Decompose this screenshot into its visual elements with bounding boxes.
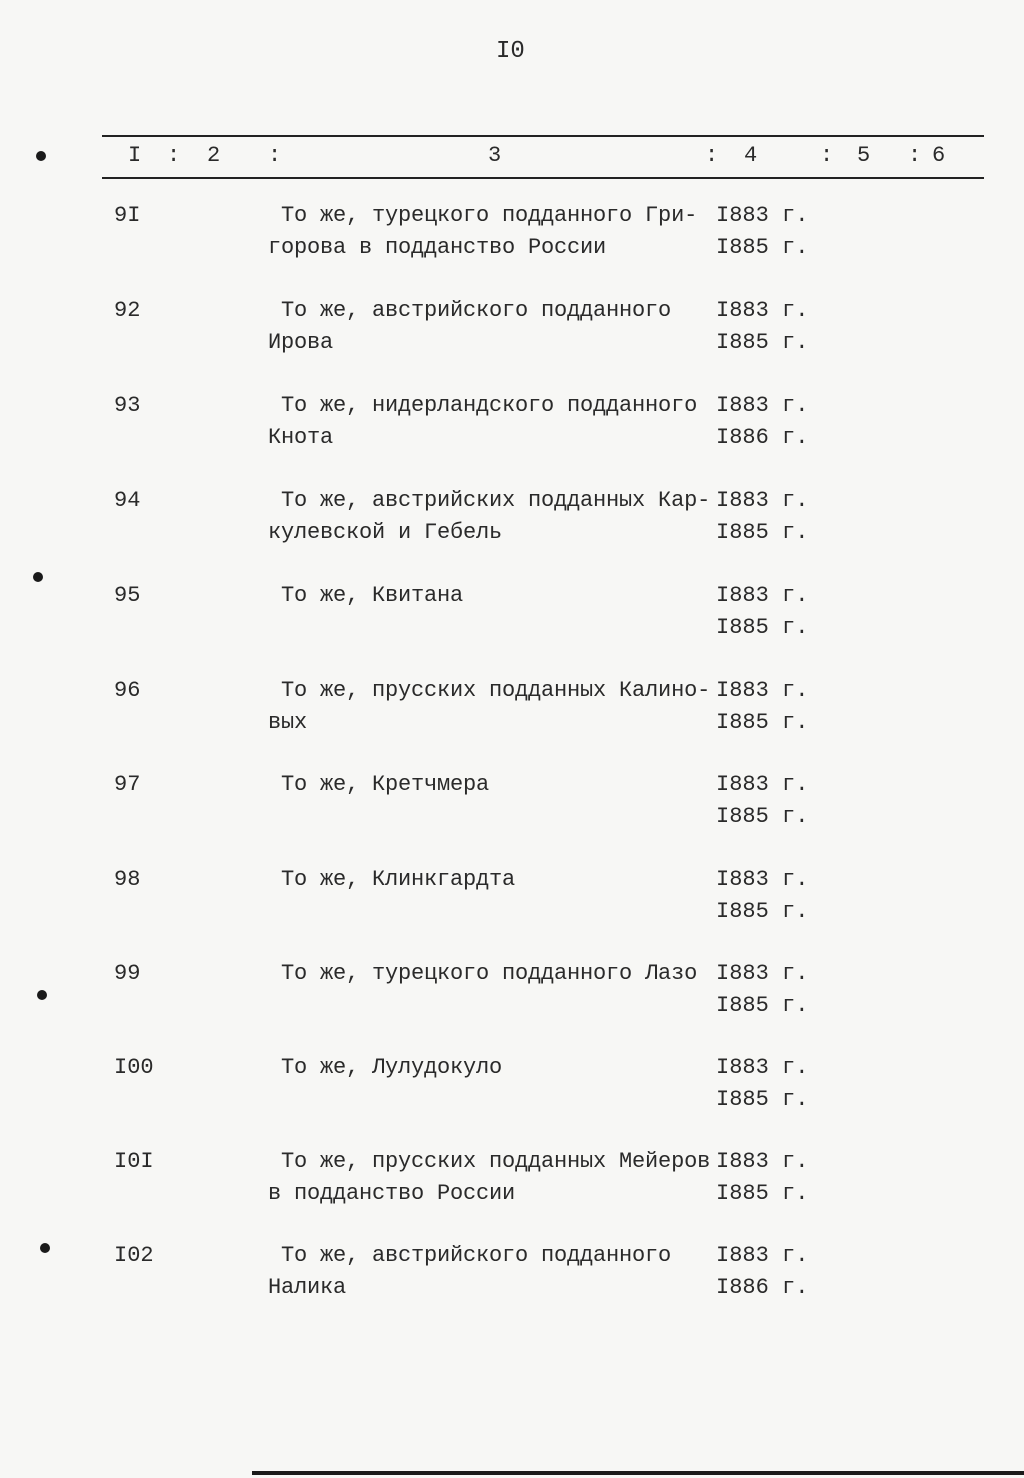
row-year-end: I885 г. — [716, 1181, 809, 1206]
row-number: 94 — [114, 488, 141, 513]
row-number: 98 — [114, 867, 141, 892]
row-number: I02 — [114, 1243, 154, 1268]
row-number: 97 — [114, 772, 141, 797]
row-description-line-2: кулевской и Гебель — [268, 520, 503, 545]
binding-hole-mark — [40, 1243, 50, 1253]
row-number: 92 — [114, 298, 141, 323]
row-description-line-2: горова в подданство России — [268, 235, 607, 260]
table-row — [0, 203, 1024, 283]
row-year-end: I885 г. — [716, 993, 809, 1018]
page-number: I0 — [496, 38, 525, 65]
row-year-end: I885 г. — [716, 615, 809, 640]
page-bottom-edge — [252, 1471, 1024, 1475]
row-year-end: I885 г. — [716, 804, 809, 829]
row-description-line-2: в подданство России — [268, 1181, 516, 1206]
row-year-start: I883 г. — [716, 772, 809, 797]
row-year-start: I883 г. — [716, 678, 809, 703]
row-description-line-1: То же, Клинкгардта — [281, 867, 516, 892]
binding-hole-mark — [33, 572, 43, 582]
row-description-line-1: То же, Квитана — [281, 583, 464, 608]
table-row — [0, 393, 1024, 473]
row-description-line-2: Ирова — [268, 330, 334, 355]
row-description-line-1: То же, австрийского подданного — [281, 298, 672, 323]
row-year-start: I883 г. — [716, 583, 809, 608]
row-year-start: I883 г. — [716, 1243, 809, 1268]
row-number: 93 — [114, 393, 141, 418]
header-col-4: 4 — [744, 143, 758, 168]
row-number: I0I — [114, 1149, 154, 1174]
row-description-line-1: То же, турецкого подданного Лазо — [281, 961, 698, 986]
binding-hole-mark — [36, 151, 46, 161]
header-col-1: I — [128, 143, 142, 168]
row-description-line-1: То же, Кретчмера — [281, 772, 490, 797]
row-number: I00 — [114, 1055, 154, 1080]
table-rule-bottom — [102, 177, 984, 179]
row-description-line-1: То же, Лулудокуло — [281, 1055, 503, 1080]
binding-hole-mark — [37, 990, 47, 1000]
row-year-end: I886 г. — [716, 1275, 809, 1300]
table-row — [0, 298, 1024, 378]
row-year-start: I883 г. — [716, 488, 809, 513]
table-row — [0, 1149, 1024, 1229]
table-row — [0, 772, 1024, 852]
row-description-line-1: То же, нидерландского подданного — [281, 393, 698, 418]
table-row — [0, 488, 1024, 568]
row-description-line-1: То же, прусских подданных Калино- — [281, 678, 711, 703]
row-description-line-2: Кнота — [268, 425, 334, 450]
row-year-start: I883 г. — [716, 961, 809, 986]
header-sep: : — [908, 143, 922, 168]
row-description-line-2: Налика — [268, 1275, 347, 1300]
header-sep: : — [820, 143, 834, 168]
row-year-start: I883 г. — [716, 298, 809, 323]
row-number: 95 — [114, 583, 141, 608]
row-year-end: I885 г. — [716, 330, 809, 355]
row-year-start: I883 г. — [716, 867, 809, 892]
row-year-end: I885 г. — [716, 520, 809, 545]
row-description-line-2: вых — [268, 710, 308, 735]
row-year-start: I883 г. — [716, 203, 809, 228]
row-description-line-1: То же, австрийских подданных Кар- — [281, 488, 711, 513]
row-year-end: I886 г. — [716, 425, 809, 450]
row-year-start: I883 г. — [716, 393, 809, 418]
row-year-end: I885 г. — [716, 1087, 809, 1112]
table-row — [0, 1243, 1024, 1323]
table-row — [0, 1055, 1024, 1135]
header-col-2: 2 — [207, 143, 221, 168]
row-description-line-1: То же, австрийского подданного — [281, 1243, 672, 1268]
header-col-3: 3 — [488, 143, 502, 168]
header-sep: : — [705, 143, 719, 168]
row-year-end: I885 г. — [716, 235, 809, 260]
table-row — [0, 867, 1024, 947]
row-year-start: I883 г. — [716, 1149, 809, 1174]
row-number: 96 — [114, 678, 141, 703]
row-description-line-1: То же, турецкого подданного Гри- — [281, 203, 698, 228]
table-row — [0, 678, 1024, 758]
row-number: 9I — [114, 203, 141, 228]
header-sep: : — [268, 143, 282, 168]
row-year-end: I885 г. — [716, 710, 809, 735]
row-description-line-1: То же, прусских подданных Мейеров — [281, 1149, 711, 1174]
header-col-5: 5 — [857, 143, 871, 168]
row-number: 99 — [114, 961, 141, 986]
row-year-end: I885 г. — [716, 899, 809, 924]
header-col-6: 6 — [932, 143, 946, 168]
table-row — [0, 583, 1024, 663]
header-sep: : — [167, 143, 181, 168]
row-year-start: I883 г. — [716, 1055, 809, 1080]
table-row — [0, 961, 1024, 1041]
table-rule-top — [102, 135, 984, 137]
